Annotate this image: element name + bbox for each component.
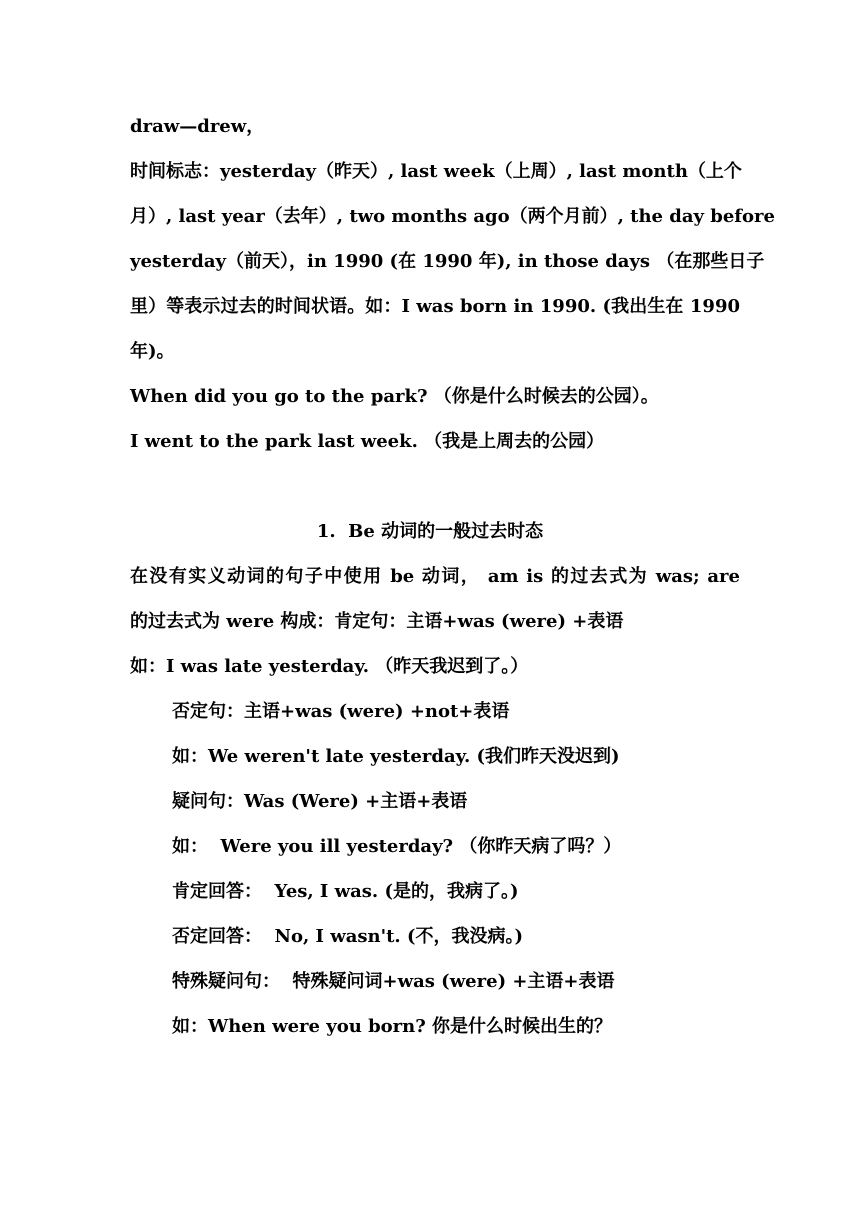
- text-line: draw—drew，: [130, 116, 265, 137]
- indented-line: 肯定回答： Yes, I was. (是的，我病了。): [172, 881, 519, 902]
- text-line: 年)。: [130, 341, 175, 362]
- text-line: 里）等表示过去的时间状语。如：I was born in 1990. (我出生在 1990: [130, 296, 740, 317]
- indented-line: 特殊疑问句： 特殊疑问词+was (were) +主语+表语: [172, 971, 615, 992]
- indented-line: 如：We weren't late yesterday. (我们昨天没迟到): [172, 746, 620, 767]
- text-line: 在没有实义动词的句子中使用 be 动词， am is 的过去式为 was; are: [130, 566, 740, 587]
- text-line: 时间标志：yesterday（昨天）, last week（上周）, last month（上个: [130, 161, 742, 182]
- indented-line: 如： Were you ill yesterday? （你昨天病了吗？）: [172, 836, 622, 857]
- text-line: 的过去式为 were 构成：肯定句：主语+was (were) +表语: [130, 611, 624, 632]
- indented-line: 如：When were you born? 你是什么时候出生的？: [172, 1016, 613, 1037]
- text-line: 如：I was late yesterday. （昨天我迟到了。）: [130, 656, 529, 677]
- text-line: 月）, last year（去年）, two months ago（两个月前）, the day before: [130, 206, 775, 227]
- text-line: I went to the park last week. （我是上周去的公园）: [130, 431, 605, 452]
- text-line: yesterday（前天），in 1990 (在 1990 年), in those days （在那些日子: [130, 251, 765, 272]
- indented-line: 否定回答： No, I wasn't. (不，我没病。): [172, 926, 523, 947]
- indented-line: 疑问句：Was (Were) +主语+表语: [172, 791, 468, 812]
- indented-line: 否定句：主语+was (were) +not+表语: [172, 701, 510, 722]
- section-heading: 1. Be 动词的一般过去时态: [316, 521, 544, 542]
- text-line: When did you go to the park? （你是什么时候去的公园）。: [130, 386, 659, 407]
